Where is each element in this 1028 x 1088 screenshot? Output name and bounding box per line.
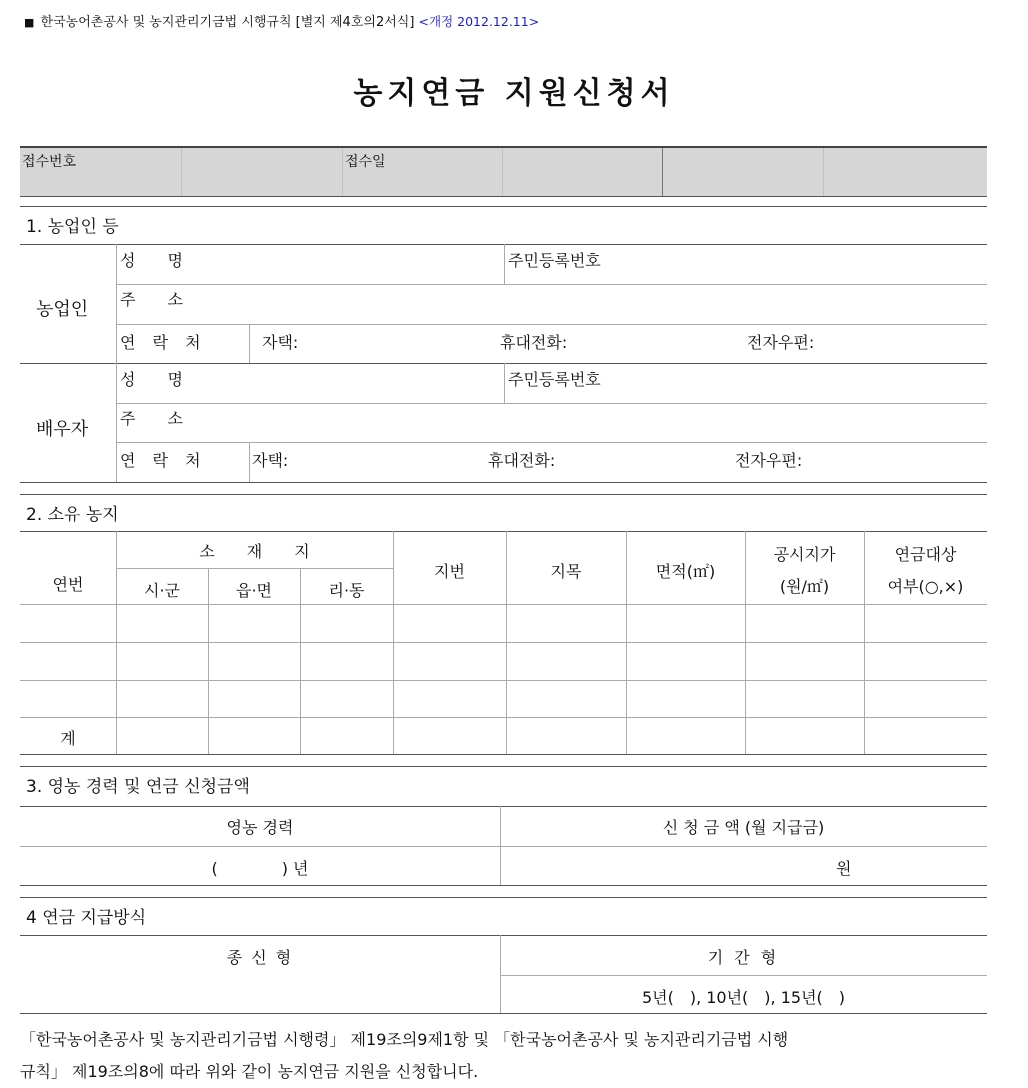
section-rule [20, 494, 987, 495]
column-rule [504, 363, 505, 403]
row-rule [116, 284, 987, 285]
col-si-gun-header: 시·군 [144, 581, 180, 600]
section-rule [20, 935, 987, 936]
farmer-contact-label: 연 락 처 [120, 333, 207, 352]
form-title: 농지연금 지원신청서 [353, 76, 675, 111]
column-rule [504, 244, 505, 284]
spouse-address-label: 주 소 [120, 409, 183, 428]
section-rule [20, 885, 987, 886]
row-rule [116, 568, 393, 569]
section-rule [20, 766, 987, 767]
spouse-id-label: 주민등록번호 [508, 370, 601, 389]
law-reference [24, 11, 539, 30]
spouse-contact-label: 연 락 처 [120, 451, 207, 470]
lifetime-type-label: 종 신 형 [226, 948, 294, 967]
section-rule [20, 531, 987, 532]
farming-career-value: ( ) 년 [211, 859, 309, 878]
col-area-header: 면적(㎡) [655, 562, 716, 581]
receipt-number-label: 접수번호 [22, 154, 77, 170]
receipt-divider [823, 148, 824, 196]
spouse-group-label: 배우자 [36, 419, 89, 440]
column-rule [116, 531, 117, 754]
spouse-email-label: 전자우편: [735, 451, 803, 470]
col-serial-header: 연번 [52, 575, 84, 594]
section-rule [20, 482, 987, 483]
term-period-options: 5년( ), 10년( ), 15년( ) [641, 988, 846, 1007]
row-rule [20, 717, 987, 718]
section1-heading: 1. 농업인 등 [26, 217, 119, 237]
col-price-unit: (원/㎡) [779, 577, 830, 596]
section2-heading: 2. 소유 농지 [26, 505, 119, 525]
row-rule [500, 975, 987, 976]
column-rule [249, 324, 250, 363]
section4-heading: 4 연금 지급방식 [26, 908, 147, 928]
col-land-category-header: 지목 [550, 562, 582, 581]
row-rule [116, 403, 987, 404]
section-rule [20, 897, 987, 898]
col-price-header: 공시지가 [773, 545, 836, 564]
term-type-label: 기 간 형 [707, 948, 780, 967]
farmer-address-label: 주 소 [120, 290, 183, 309]
law-reference-text: 한국농어촌공사 및 농지관리기금법 시행규칙 [별지 제4호의2서식] [40, 15, 415, 30]
col-target-note: 여부(○,×) [887, 577, 964, 596]
row-rule [20, 680, 987, 681]
col-location-header: 소 재 지 [199, 542, 310, 561]
total-row-label: 계 [60, 729, 76, 748]
section-rule [20, 1013, 987, 1014]
col-eup-myeon-header: 읍·면 [236, 581, 272, 600]
farmer-group-label: 농업인 [36, 299, 89, 320]
farmer-mobile-label: 휴대전화: [500, 333, 568, 352]
revision-date: <개정 2012.12.11> [418, 14, 540, 29]
section-rule [20, 206, 987, 207]
receipt-date-label: 접수일 [345, 154, 386, 170]
receipt-box [20, 146, 987, 197]
farmer-id-label: 주민등록번호 [508, 251, 601, 270]
spouse-mobile-label: 휴대전화: [488, 451, 556, 470]
farmer-name-label: 성 명 [120, 251, 183, 270]
row-rule [20, 642, 987, 643]
declaration-text [20, 1024, 1005, 1088]
declaration-line-2: 규칙」 제19조의8에 따라 위와 같이 농지연금 지원을 신청합니다. [20, 1062, 479, 1081]
col-target-header: 연금대상 [894, 545, 957, 564]
spouse-name-label: 성 명 [120, 370, 183, 389]
receipt-divider [181, 148, 182, 196]
col-lot-number-header: 지번 [434, 562, 465, 581]
farmer-home-phone-label: 자택: [262, 333, 299, 352]
receipt-divider [342, 148, 343, 196]
column-rule [249, 442, 250, 482]
column-rule [116, 244, 117, 482]
receipt-divider [502, 148, 503, 196]
requested-amount-unit: 원 [836, 859, 852, 878]
section-rule [20, 806, 987, 807]
row-rule [116, 442, 987, 443]
farming-career-label: 영농 경력 [226, 818, 294, 837]
col-ri-dong-header: 리·동 [328, 581, 365, 600]
requested-amount-label: 신 청 금 액 (월 지급금) [662, 818, 825, 837]
row-rule [116, 324, 987, 325]
farmer-email-label: 전자우편: [747, 333, 815, 352]
square-bullet-icon: ■ [24, 16, 35, 29]
section-rule [20, 754, 987, 755]
row-rule [20, 604, 987, 605]
declaration-line-1: 「한국농어촌공사 및 농지관리기금법 시행령」 제19조의9제1항 및 「한국농어촌공사 및 농지관리기금법 시행 [20, 1030, 789, 1049]
row-rule [20, 846, 987, 847]
receipt-divider [662, 148, 663, 196]
spouse-home-phone-label: 자택: [252, 451, 289, 470]
section3-heading: 3. 영농 경력 및 연금 신청금액 [26, 777, 250, 797]
